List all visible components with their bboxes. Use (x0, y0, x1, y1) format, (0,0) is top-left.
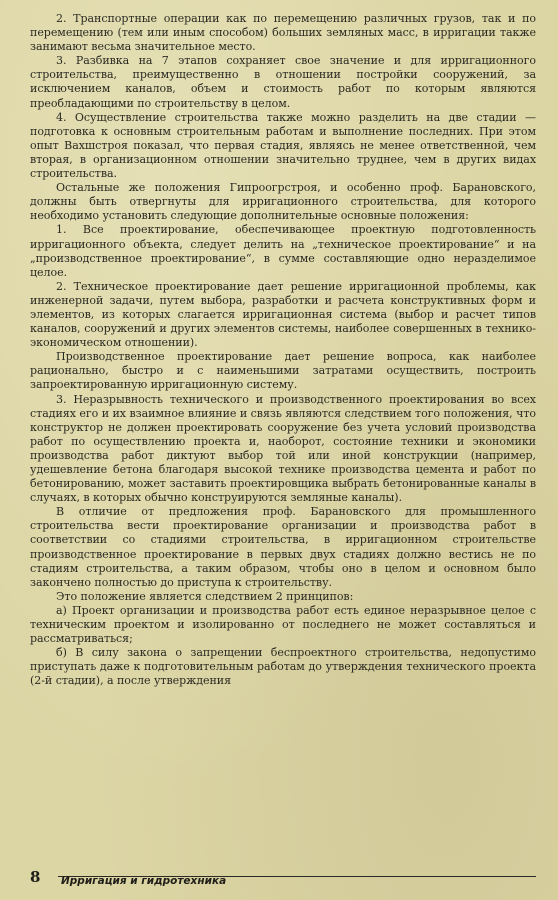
paragraph-contrast: В отличие от предложения проф. Барановского для промышленного строительства вести проектирование организации и производства работ в соответствии со стадиями строительства, в ирригационном строительстве производственное проектирование в первых двух стадиях должно вестись не по стадиям строительства, а таким образом, чтобы оно в целом и основном было закончено полностью до приступа к строительству. (30, 505, 536, 589)
paragraph-two-stages: 4. Осуществление строительства также можно разделить на две стадии — подготовка к основным строительным работам и выполнение последних. При этом опыт Вахшстроя показал, что первая стадия, являясь не менее ответственной, чем вторая, в организационном отношении значительно труднее, чем в других видах строительства. (30, 110, 536, 181)
paragraph-other-provisions: Остальные же положения Гипроогрстроя, и особенно проф. Барановского, должны быть отвергнуты для ирригационного строительства, для которого необходимо установить следующие дополнительные основные положения: (30, 181, 536, 223)
page-footer (30, 868, 536, 892)
body-text (30, 12, 536, 689)
paragraph-principle-a: а) Проект организации и производства работ есть единое неразрывное целое с техническим проектом и изолированно от последнего не может составляться и рассматриваться; (30, 603, 536, 646)
paragraph-point-3: 3. Неразрывность технического и производственного проектирования во всех стадиях его и их взаимное влияние и связь являются следствием того положения, что конструктор не должен проектировать сооружение без учета условий производства работ по осуществлению проекта и, наоборот, состояние техники и экономики производства работ диктуют выбор той или иной конструкции (например, удешевление бетона благодаря высокой технике производства цемента и работ по бетонированию, может заставить проектировщика выбрать бетонированные каналы в случаях, в которых обычно конструируются земляные каналы). (30, 392, 536, 505)
paragraph-stages: 3. Разбивка на 7 этапов сохраняет свое значение и для ирригационного строительства, преимущественно в отношении постройки сооружений, за исключением каналов, объем и стоимость работ по которым являются преобладающими по строительству в целом. (30, 54, 536, 110)
paragraph-point-1: 1. Все проектирование, обеспечивающее проектную подготовленность ирригационного объекта, следует делить на „техническое проектирование“ и на „производственное проектирование“, в сумме составляющие одно неразделимое целое. (30, 223, 536, 279)
journal-title: Ирригация и гидротехника (61, 875, 227, 887)
paragraph-transport: 2. Транспортные операции как по перемещению различных грузов, так и по перемещению (тем или иным способом) больших земляных масс, в ирригации также занимают весьма значительное место. (30, 12, 536, 54)
paragraph-point-2: 2. Техническое проектирование дает решение ирригационной проблемы, как инженерной задачи, путем выбора, разработки и расчета конструктивных форм и элементов, из которых слагается ирригационная система (выбор и расчет типов каналов, сооружений и других элементов системы, наиболее совершенных в технико-экономическом отношении). (30, 279, 536, 350)
paragraph-production-design: Производственное проектирование дает решение вопроса, как наиболее рационально, быстро и с наименьшими затратами осуществить, построить запроектированную ирригационную систему. (30, 350, 536, 392)
page-number: 8 (30, 868, 41, 886)
paragraph-principle-b: б) В силу закона о запрещении беспроектного строительства, недопустимо приступать даже к подготовительным работам до утверждения технического проекта (2-й стадии), а после утверждения (30, 646, 536, 688)
paragraph-principles-intro: Это положение является следствием 2 принципов: (56, 589, 354, 603)
